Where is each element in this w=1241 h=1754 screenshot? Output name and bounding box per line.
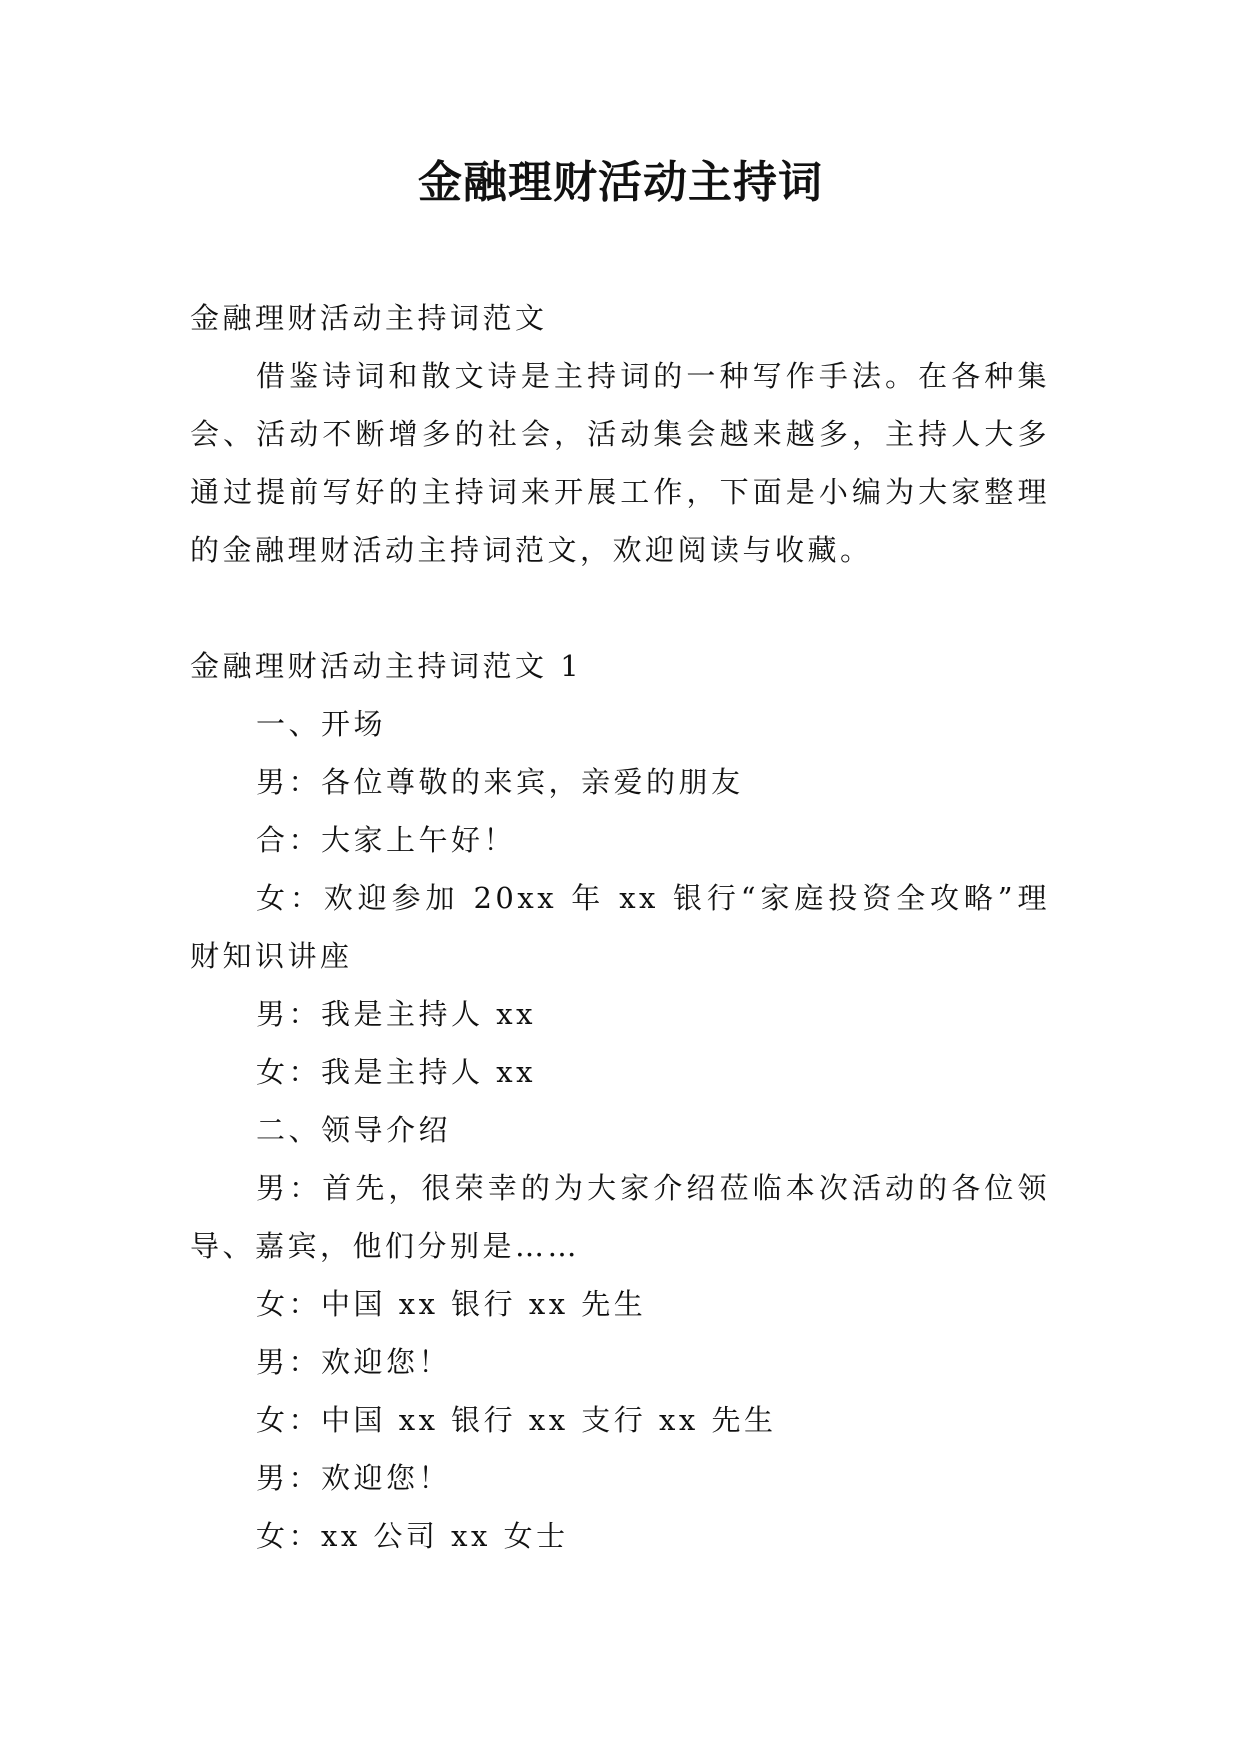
spacer — [190, 579, 1050, 637]
dialogue-line: 女：中国 xx 银行 xx 先生 — [256, 1287, 647, 1321]
section-heading-main: 金融理财活动主持词范文 — [190, 301, 548, 335]
dialogue-line: 女：中国 xx 银行 xx 支行 xx 先生 — [256, 1403, 777, 1437]
document-body — [190, 289, 1050, 1565]
section-subheading-leaders: 二、领导介绍 — [256, 1113, 452, 1147]
dialogue-line: 男：欢迎您！ — [256, 1345, 452, 1379]
dialogue-line: 男：首先，很荣幸的为大家介绍莅临本次活动的各位领导、嘉宾，他们分别是…… — [190, 1171, 1050, 1263]
section-heading-1: 金融理财活动主持词范文 1 — [190, 649, 583, 683]
dialogue-line: 合：大家上午好！ — [256, 823, 517, 857]
intro-paragraph: 借鉴诗词和散文诗是主持词的一种写作手法。在各种集会、活动不断增多的社会，活动集会越来越多，主持人大多通过提前写好的主持词来开展工作，下面是小编为大家整理的金融理财活动主持词范文，欢迎阅读与收藏。 — [190, 359, 1050, 567]
dialogue-line: 女：xx 公司 xx 女士 — [256, 1519, 569, 1553]
document-title: 金融理财活动主持词 — [418, 157, 823, 208]
dialogue-line: 女：欢迎参加 20xx 年 xx 银行“家庭投资全攻略”理财知识讲座 — [190, 881, 1050, 973]
dialogue-line: 女：我是主持人 xx — [256, 1055, 536, 1089]
section-subheading-opening: 一、开场 — [256, 707, 387, 741]
dialogue-line: 男：我是主持人 xx — [256, 997, 536, 1031]
dialogue-line: 男：欢迎您！ — [256, 1461, 452, 1495]
dialogue-line: 男：各位尊敬的来宾，亲爱的朋友 — [256, 765, 744, 799]
